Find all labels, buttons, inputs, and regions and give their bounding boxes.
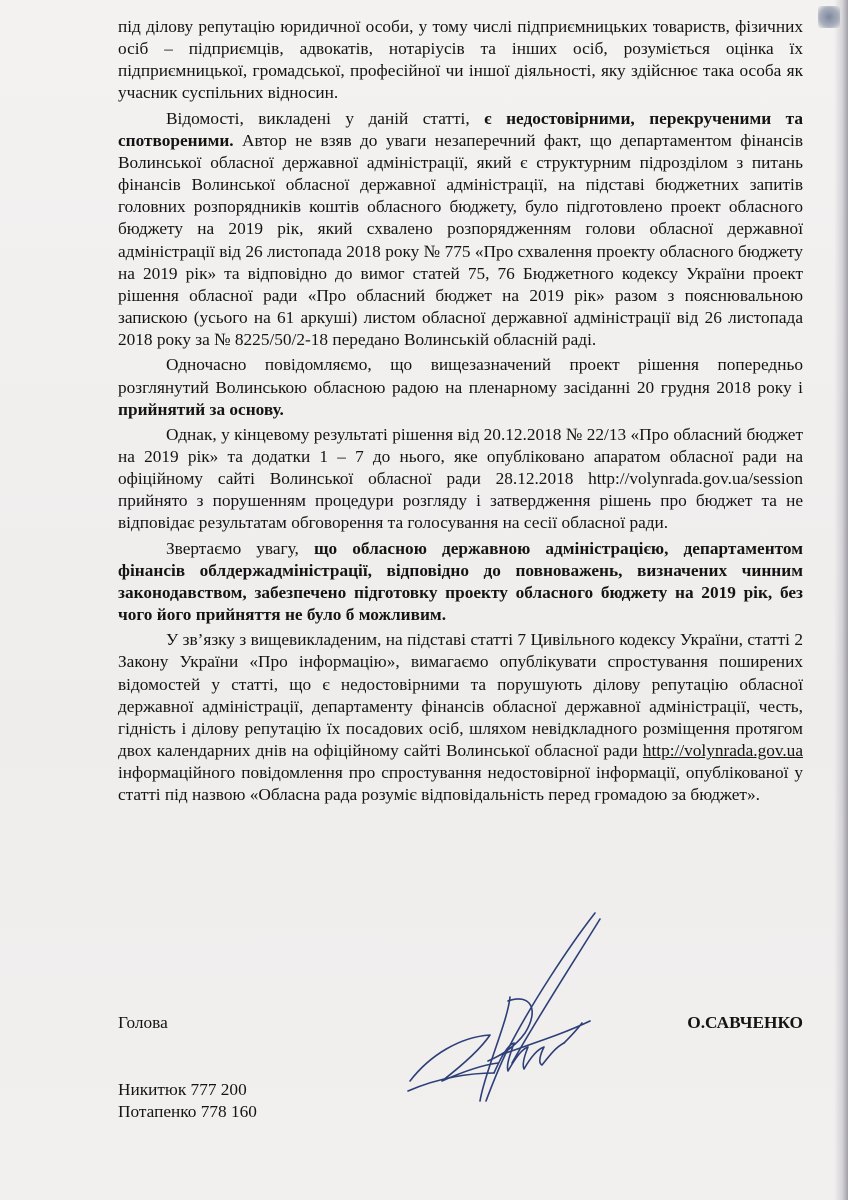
scan-edge-shadow bbox=[834, 0, 848, 1200]
paragraph-5: Звертаємо увагу, що обласною державною адміністрацією, департаментом фінансів облдержадміністрації, відповідно до повноважень, визначених чинним законодавством, забезпечено підготовку проекту обласного бюджету на 2019 рік, без чого його прийняття не було б можливим. bbox=[118, 538, 803, 625]
contact-list bbox=[118, 1079, 257, 1123]
paragraph-6: У зв’язку з вищевикладеним, на підставі статті 7 Цивільного кодексу України, статті 2 Закону України «Про інформацію», вимагаємо опублікувати спростування поширених відомостей у статті, що є недостовірними та порушують ділову репутацію обласної державної адміністрації, департаменту фінансів обласної державної адміністрації, честь, гідність і ділову репутацію їх посадових осіб, шляхом невідкладного розміщення протягом двох календарних днів на офіційному сайті Волинської обласної ради http://volynrada.gov.ua інформаційного повідомлення про спростування недостовірної інформації, опублікованої у статті під назвою «Обласна рада розуміє відповідальність перед громадою за бюджет». bbox=[118, 630, 803, 805]
contact-line: Никитюк 777 200 bbox=[118, 1080, 247, 1099]
contact-line: Потапенко 778 160 bbox=[118, 1102, 257, 1121]
paragraph-3: Одночасно повідомляємо, що вищезазначений проект рішення попередньо розглянутий Волинською обласною радою на пленарному засіданні 20 грудня 2018 року і прийнятий за основу. bbox=[118, 355, 803, 419]
handwritten-signature bbox=[390, 905, 650, 1115]
signer-name: О.САВЧЕНКО bbox=[687, 1013, 803, 1032]
paragraph-1: під ділову репутацію юридичної особи, у тому числі підприємницьких товариств, фізичних осіб – підприємців, адвокатів, нотаріусів та інших осіб, розуміється оцінка їх підприємницької, громадської, професійної чи іншої діяльності, яку здійснює така особа як учасник суспільних відносин. bbox=[118, 17, 803, 103]
paragraph-4: Однак, у кінцевому результаті рішення від 20.12.2018 № 22/13 «Про обласний бюджет на 2019 рік» та додатки 1 – 7 до нього, яке опубліковано апаратом обласної ради на офіційному сайті Волинської обласної ради 28.12.2018 http://volynrada.gov.ua/session прийнято з порушенням процедури розгляду і затвердження рішень про бюджет та не відповідає результатам обговорення та голосування на сесії обласної ради. bbox=[118, 424, 803, 533]
paragraph-2-bold: є недостовірними, перекрученими та спотвореними. bbox=[118, 108, 803, 150]
scan-corner-mark bbox=[818, 6, 840, 28]
website-link[interactable]: http://volynrada.gov.ua bbox=[642, 741, 803, 760]
paragraph-3-bold: прийнятий за основу. bbox=[118, 399, 284, 419]
signer-title: Голова bbox=[118, 1013, 168, 1032]
letter-body bbox=[118, 16, 803, 806]
paragraph-2: Відомості, викладені у даній статті, є недостовірними, перекрученими та спотвореними. Автор не взяв до уваги незаперечний факт, що департаментом фінансів Волинської обласної державної адміністрації, який є структурним підрозділом з питань фінансів Волинської обласної державної адміністрації, на підставі бюджетних запитів головних розпорядників коштів обласного бюджету, було підготовлено проект обласного бюджету на 2019 рік, який схвалено розпорядженням голови обласної державної адміністрації від 26 листопада 2018 року № 775 «Про схвалення проекту обласного бюджету на 2019 рік» та відповідно до вимог статей 75, 76 Бюджетного кодексу України проект рішення обласної ради «Про обласний бюджет на 2019 рік» разом з пояснювальною запискою (усього на 61 аркуші) листом обласної державної адміністрації від 26 листопада 2018 року за № 8225/50/2-18 передано Волинській обласній раді. bbox=[118, 108, 803, 350]
paragraph-5-bold: що обласною державною адміністрацією, департаментом фінансів облдержадміністрації, відповідно до повноважень, визначених чинним законодавством, забезпечено підготовку проекту обласного бюджету на 2019 рік, без чого його прийняття не було б можливим. bbox=[118, 538, 803, 625]
